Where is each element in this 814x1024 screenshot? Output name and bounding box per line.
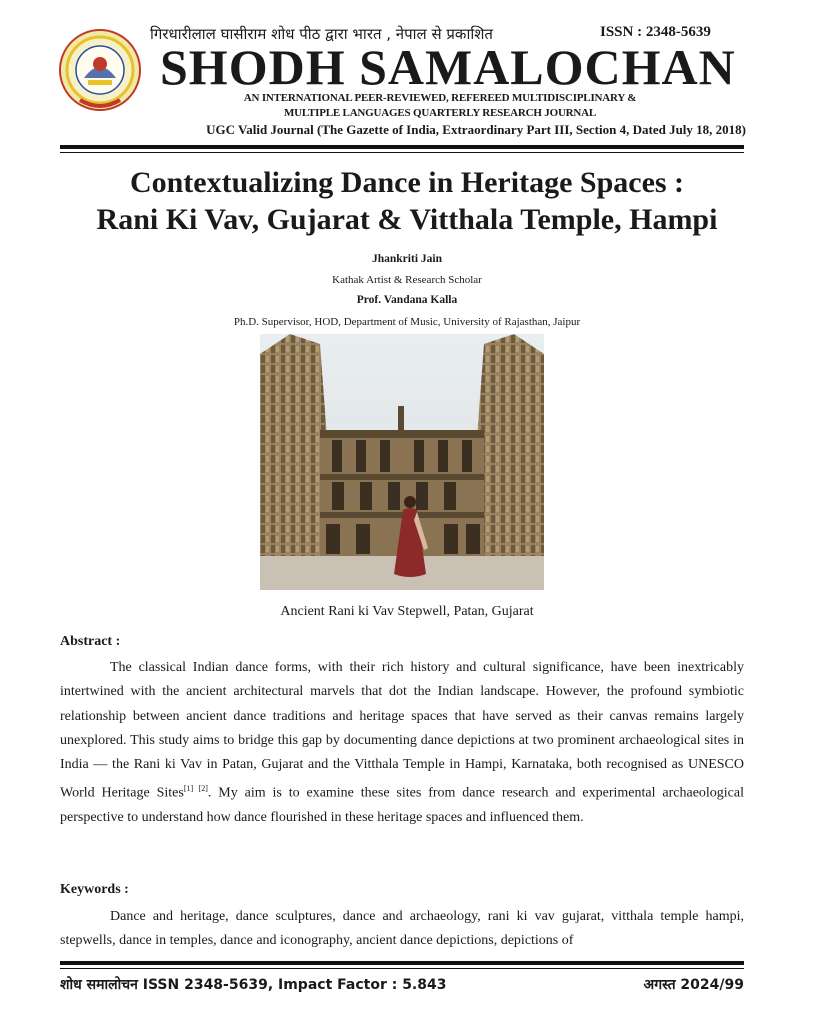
footer-rule-thin: [60, 968, 744, 969]
article-title: [40, 164, 774, 238]
header-rule-thick: [60, 145, 744, 149]
article-title-line-2: Rani Ki Vav, Gujarat & Vitthala Temple, Hampi: [96, 203, 718, 236]
citation-ref: [1] [2]: [183, 784, 208, 794]
journal-title: SHODH SAMALOCHAN: [160, 39, 736, 95]
author-2-role: Ph.D. Supervisor, HOD, Department of Music, University of Rajasthan, Jaipur: [233, 316, 581, 328]
keywords-text: Dance and heritage, dance sculptures, dance and archaeology, rani ki vav gujarat, vitthala temple hampi, stepwells, dance in temples, dance and iconography, ancient dance depictions, depictions of: [60, 909, 744, 949]
author-1-role: Kathak Artist & Research Scholar: [332, 274, 482, 286]
author-2-name: Prof. Vandana Kalla: [356, 294, 458, 306]
keywords-heading: Keywords :: [60, 882, 129, 897]
footer-rule-thick: [60, 961, 744, 965]
publisher-line: गिरधारीलाल घासीराम शोध पीठ द्वारा भारत , नेपाल से प्रकाशित: [150, 25, 493, 43]
abstract-heading: Abstract :: [60, 634, 121, 649]
keywords-body: [60, 905, 744, 954]
header-rule-thin: [60, 152, 744, 153]
journal-subtitle-1: AN INTERNATIONAL PEER-REVIEWED, REFEREED MULTIDISCIPLINARY &: [243, 92, 637, 104]
abstract-body: [60, 656, 744, 831]
ugc-notice: UGC Valid Journal (The Gazette of India, Extraordinary Part III, Section 4, Dated July 18, 2018): [206, 122, 746, 137]
footer-page-number: अगस्त 2024/99: [643, 977, 744, 993]
journal-seal-icon: [58, 26, 142, 116]
footer-journal-info: शोध समालोचन ISSN 2348-5639, Impact Factor : 5.843: [60, 977, 447, 993]
stepwell-photo: [260, 334, 544, 590]
issn-header: ISSN : 2348-5639: [600, 24, 711, 40]
figure-caption: Ancient Rani ki Vav Stepwell, Patan, Gujarat: [280, 604, 534, 619]
author-1-name: Jhankriti Jain: [372, 253, 442, 265]
abstract-text-end: . My aim is to examine these sites from dance research and experimental archaeological perspective to understand how dance flourished in these heritage spaces and influenced them.: [60, 786, 744, 826]
journal-subtitle-2: MULTIPLE LANGUAGES QUARTERLY RESEARCH JOURNAL: [283, 107, 597, 119]
abstract-text: The classical Indian dance forms, with their rich history and cultural significance, have been inextricably intertwined with the ancient architectural marvels that dot the Indian landscape. However, the profound symbiotic relationship between ancient dance traditions and heritage spaces that have served as their canvas remains largely unexplored. This study aims to bridge this gap by documenting dance depictions at two prominent archaeological sites in India — the Rani ki Vav in Patan, Gujarat and the Vitthala Temple in Hampi, Karnataka, both recognised as UNESCO World Heritage Sites: [60, 660, 744, 802]
article-title-line-1: Contextualizing Dance in Heritage Spaces :: [129, 166, 685, 199]
